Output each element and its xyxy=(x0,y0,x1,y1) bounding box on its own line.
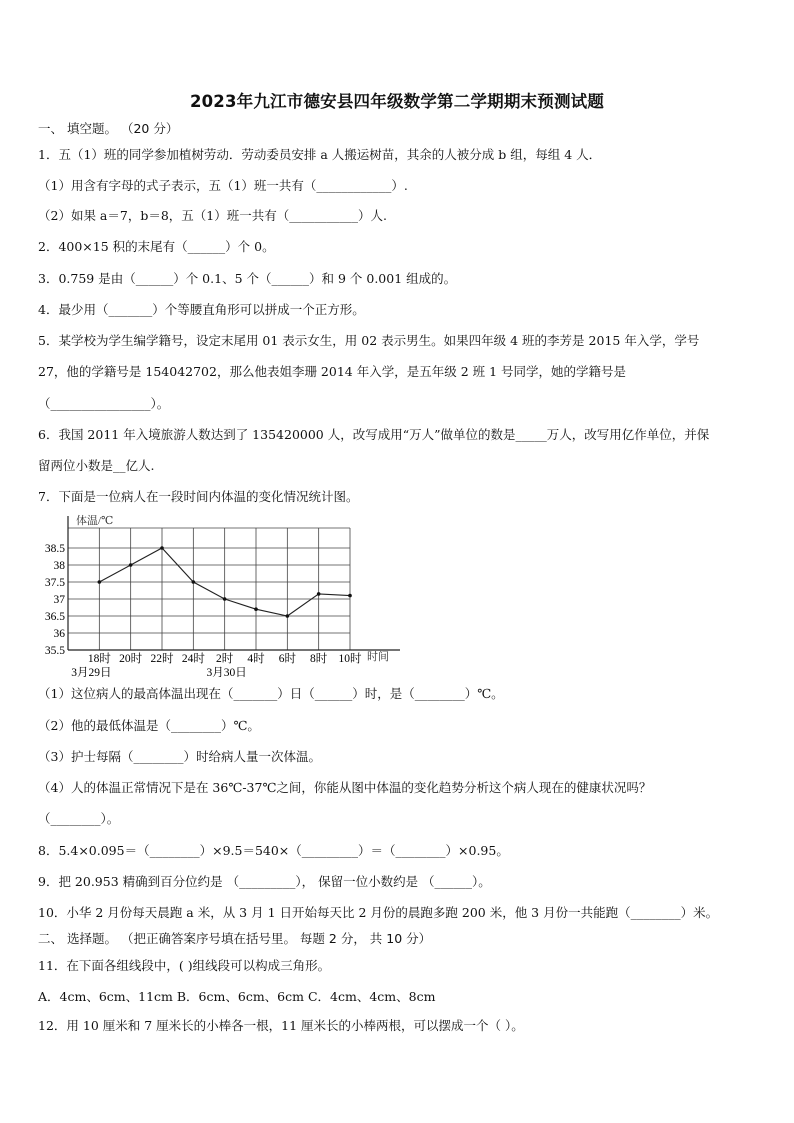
question-5-line-3: （________________）。 xyxy=(38,396,170,411)
x-tick-label: 20时 xyxy=(119,653,143,665)
question-7-part-2: （2）他的最低体温是（________）℃。 xyxy=(38,718,260,733)
section-fill-in-heading: 一、 填空题。 （20 分） xyxy=(38,121,179,136)
data-point xyxy=(348,594,352,598)
question-5-line-2: 27，他的学籍号是 154042702，那么他表姐李珊 2014 年入学，是五年级 2 班 1 号同学，她的学籍号是 xyxy=(38,364,627,379)
question-1-part-1: （1）用含有字母的式子表示，五（1）班一共有（____________）. xyxy=(38,178,408,193)
data-point xyxy=(286,614,290,618)
y-tick-label: 35.5 xyxy=(44,645,65,657)
question-2: 2．400×15 积的末尾有（______）个 0。 xyxy=(38,239,275,254)
question-12: 12．用 10 厘米和 7 厘米长的小棒各一根，11 厘米长的小棒两根，可以摆成一个（ ）。 xyxy=(38,1018,524,1033)
question-3: 3．0.759 是由（______）个 0.1、5 个（______）和 9 个 0.001 组成的。 xyxy=(38,271,457,286)
date-label: 3月29日 xyxy=(71,667,112,679)
question-7: 7．下面是一位病人在一段时间内体温的变化情况统计图。 xyxy=(38,489,359,504)
y-tick-label: 36 xyxy=(53,628,65,640)
data-point xyxy=(129,563,133,567)
data-point xyxy=(223,597,227,601)
date-label: 3月30日 xyxy=(206,667,247,679)
question-1-part-2: （2）如果 a＝7，b＝8，五（1）班一共有（___________）人. xyxy=(38,208,387,223)
y-tick-label: 38.5 xyxy=(44,543,65,555)
question-9: 9．把 20.953 精确到百分位约是 （_________）， 保留一位小数约是 （______）。 xyxy=(38,874,491,889)
x-tick-label: 24时 xyxy=(181,653,205,665)
x-tick-label: 6时 xyxy=(278,653,296,665)
x-tick-label: 22时 xyxy=(150,653,174,665)
y-tick-label: 38 xyxy=(53,560,65,572)
y-axis-label: 体温/℃ xyxy=(76,515,114,527)
x-tick-label: 4时 xyxy=(247,653,265,665)
question-7-part-4: （4）人的体温正常情况下是在 36℃-37℃之间，你能从图中体温的变化趋势分析这个病人现在的健康状况吗？ xyxy=(38,780,652,795)
x-tick-label: 10时 xyxy=(338,653,362,665)
x-tick-label: 18时 xyxy=(87,653,111,665)
question-6-line-1: 6．我国 2011 年入境旅游人数达到了 135420000 人，改写成用“万人”做单位的数是_____万人，改写用亿作单位，并保 xyxy=(38,427,710,442)
question-6-line-2: 留两位小数是__亿人. xyxy=(38,458,155,473)
question-4: 4．最少用（_______）个等腰直角形可以拼成一个正方形。 xyxy=(38,302,365,317)
question-11-options: A．4cm、6cm、11cm B．6cm、6cm、6cm C．4cm、4cm、8cm xyxy=(38,989,436,1004)
y-tick-label: 37 xyxy=(53,594,65,606)
data-point xyxy=(98,580,102,584)
data-point xyxy=(192,580,196,584)
temperature-line-chart xyxy=(34,512,434,685)
data-point xyxy=(254,607,258,611)
question-7-part-4-answer: （________）。 xyxy=(38,811,120,826)
x-axis-label: 时间 xyxy=(367,651,389,663)
x-tick-label: 2时 xyxy=(216,653,234,665)
question-7-part-1: （1）这位病人的最高体温出现在（_______）日（______）时，是（________）℃。 xyxy=(38,686,504,701)
question-7-part-3: （3）护士每隔（________）时给病人量一次体温。 xyxy=(38,749,321,764)
question-1: 1．五（1）班的同学参加植树劳动．劳动委员安排 a 人搬运树苗，其余的人被分成 b 组，每组 4 人． xyxy=(38,147,602,162)
y-tick-label: 36.5 xyxy=(44,611,65,623)
section-choice-heading: 二、 选择题。 （把正确答案序号填在括号里。 每题 2 分， 共 10 分） xyxy=(38,931,432,946)
x-tick-label: 8时 xyxy=(310,653,328,665)
data-point xyxy=(160,546,164,550)
chart-svg xyxy=(34,512,434,682)
y-tick-label: 37.5 xyxy=(44,577,65,589)
question-10: 10．小华 2 月份每天晨跑 a 米，从 3 月 1 日开始每天比 2 月份的晨跑多跑 200 米，他 3 月份一共能跑（________）米。 xyxy=(38,905,719,920)
page-title: 2023年九江市德安县四年级数学第二学期期末预测试题 xyxy=(189,92,605,111)
question-5-line-1: 5．某学校为学生编学籍号，设定末尾用 01 表示女生，用 02 表示男生。如果四年级 4 班的李芳是 2015 年入学，学号 xyxy=(38,333,700,348)
question-8: 8．5.4×0.095＝（________）×9.5＝540×（_________）＝（________）×0.95。 xyxy=(38,843,509,858)
question-11: 11．在下面各组线段中，( )组线段可以构成三角形。 xyxy=(38,958,331,973)
data-point xyxy=(317,592,321,596)
